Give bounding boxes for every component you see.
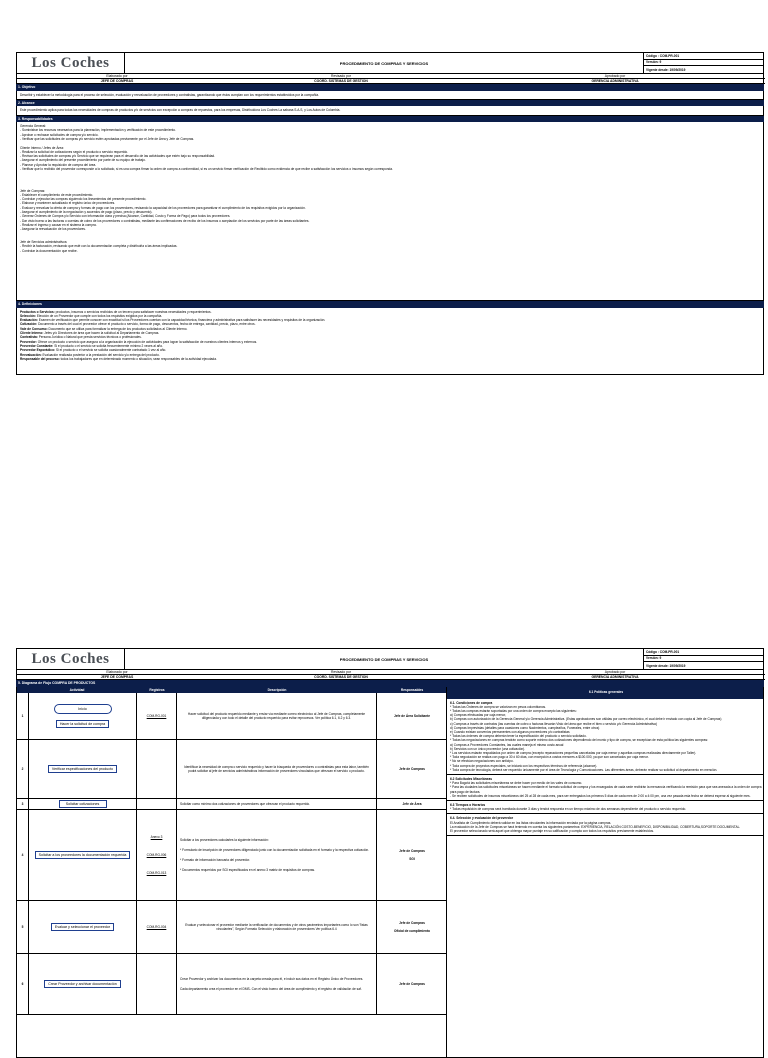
definition-term: Contratista:	[20, 335, 38, 340]
responsible-cell	[377, 954, 447, 1014]
col-activity: Actividad	[69, 687, 85, 692]
process-box: Solicitar a los proveedores la documentación requerida	[35, 851, 131, 859]
responsibility-line: - Dar visto bueno a las facturas o cuentas de cobro de los proveedores o contratistas, mediante las confirmaciones de recibo de los insumos o aceptación de los servicios por parte de las áreas solicitantes.	[20, 218, 310, 223]
policy-line: * Todas las negociaciones en compras tendrán como soporte mínimo dos cotizaciones dependiendo del monto y tipo de compra, se exceptúan de esta política las siguientes compras:	[450, 738, 708, 743]
step-number: 5	[17, 901, 29, 953]
responsibility-line: - Aprobar o rechazar solicitudes de compra y/o servicio.	[20, 132, 99, 137]
responsibility-line: - Suministrar los recursos necesarios para la planeación, implementación y verificación de este procedimiento.	[20, 128, 176, 133]
start-terminal: Inicio	[54, 704, 112, 714]
responsibility-line: - Recibir la facturación, revisando que esté con la documentación completa y distribuirla a las áreas implicadas.	[20, 244, 178, 249]
definition-text: Documento a través del cual el proveedor ofrece el producto o servicio, forma de pago, descuentos, fecha de entrega, cantidad, precio, plazo, entre otros.	[37, 322, 256, 327]
description-text: Identificar la necesidad de compra o servicio requerido y hacer la búsqueda de proveedores o contratistas para esta labor, también podrá solicitar al jefe de servicios administrativos información de proveedores vinculados que ofrezcan el servicio o producto.	[184, 764, 369, 773]
responsibility-line: - Elaborar y mantener actualizado el registro único de proveedores.	[20, 201, 116, 206]
document-meta	[643, 649, 763, 669]
step-number: 4	[17, 810, 29, 900]
responsible-name: Jefe de Área Solicitante	[394, 713, 430, 718]
activity-cell	[29, 740, 137, 798]
definition-term: Cotización:	[20, 322, 38, 327]
elaborated-label: Elaborado por	[17, 74, 217, 79]
col-description: Descripción	[267, 687, 287, 692]
step-number: 1	[17, 693, 29, 739]
description-cell	[177, 901, 377, 953]
process-box: Verificar especificaciones del producto	[48, 765, 117, 773]
description-text: Cada departamento crea el proveedor en el DMS- Con el visto bueno del área de cumplimiento y el registro de validación de saf.	[180, 986, 362, 991]
reviewed-label: Revisado por	[217, 74, 465, 79]
policy-line: * Para Bogotá las solicitudes misceláneas se debe hacer por medio de los vales de consumo.	[450, 781, 583, 786]
section-heading-flowchart: 5. Diagrama de Flujo COMPRA DE PRODUCTOS	[16, 680, 764, 687]
responsible-cell	[377, 810, 447, 900]
definition-text: Ofrece un producto o servicio que asegura a la organización la ejecución de actividades para lograr la satisfacción de nuestros clientes internos y externos.	[36, 339, 258, 344]
document-code: Código : COM-PR-001	[644, 53, 763, 60]
definition-text: Si el producto o el servicio se solicita frecuentemente mínimo 2 veces al año.	[53, 343, 163, 348]
table-row	[17, 901, 446, 954]
policy-line: * Todas las órdenes de compra deberán tener la especificación del producto o servicio solicitado.	[450, 734, 587, 739]
responsible-cell	[377, 740, 447, 798]
records-cell	[137, 901, 177, 953]
record-code: COM-RG-013	[146, 870, 167, 875]
policy-title: 6.2 Solicitudes Misceláneas	[450, 776, 492, 781]
table-row	[17, 799, 446, 810]
definition-text: Evaluación realizada posterior a la prestación del servicio y/o entrega del producto.	[41, 352, 160, 357]
definition-text: Documento que se utiliza para formalizar la entrega de los productos solicitados al Cliente Interno.	[47, 326, 188, 331]
policy-line: c) Compras a través de contratos (las cuentas de cobro o facturas llevarán Visto del área que recibe el bien o servicio y/o Gerencia Administrativa)	[450, 721, 657, 726]
section-heading-objective: 1. Objetivo	[16, 84, 764, 91]
document-meta	[643, 53, 763, 73]
document-validity: Vigente desde: 19/09/2019	[646, 67, 686, 72]
signature-block	[16, 670, 764, 680]
company-logo: Los Coches	[17, 649, 125, 669]
policy-title: 6.1. Condiciones de compra	[450, 700, 493, 705]
policy-section	[447, 775, 764, 801]
records-cell	[137, 799, 177, 809]
policy-line: d) Compras Imprevistas (detalles para ocasiones como Nacimientos, cumpleaños, Funerales, entre otros)	[450, 725, 600, 730]
document-code: Código : COM-PR-001	[644, 649, 763, 656]
policy-line: b) Compras con autorización de la Gerencia General y/o Gerencia Administrativa. (Estas aprobaciones son válidas por correo electrónico, el cual debe ir enviado con copia al Jefe de Compras)	[450, 717, 722, 722]
step-number: 6	[17, 954, 29, 1014]
table-row	[17, 693, 446, 740]
col-responsible: Responsables	[400, 687, 424, 692]
policy-line: * No se efectúan negociaciones con anticipo.	[450, 759, 514, 764]
records-cell	[137, 954, 177, 1014]
section-heading-scope: 2. Alcance	[16, 100, 764, 107]
responsible-cell	[377, 693, 447, 739]
responsible-name: Jefe de Compras	[399, 766, 425, 771]
description-text: Evaluar y seleccionar el proveedor mediante la verificación de documentos y de otros parámetros importantes como lo son "listas vinculantes", Según Formato Selección y elaboración de proveedores Ver política 6.4	[185, 922, 368, 931]
elaborated-by: JEFE DE COMPRAS	[17, 675, 217, 680]
activity-cell	[29, 693, 137, 739]
document-page-1	[16, 52, 764, 375]
activity-cell	[29, 954, 137, 1014]
signature-block	[16, 74, 764, 84]
document-page-2	[16, 648, 764, 1058]
policy-line: * Toda compra de tecnología, deberá ser requerido únicamente por el área de Tecnología y Comunicaciones. Las diferentes áreas, deberán realizar su solicitud al departamento en mención.	[450, 767, 718, 772]
responsible-name: Jefe de Compras	[399, 981, 425, 986]
description-cell	[177, 799, 377, 809]
policy-section	[447, 699, 764, 775]
responsibility-line: Gerencia General:	[20, 124, 47, 129]
responsibility-line: - Realizar el ingreso y causar en el sistema la compra.	[20, 222, 97, 227]
document-title: PROCEDIMIENTO DE COMPRAS Y SERVICIOS	[339, 656, 429, 662]
policy-line: a) Compras a Proveedores Constantes, las cuales maneja el mismo costo anual	[450, 742, 564, 747]
records-cell	[137, 693, 177, 739]
section-heading-responsibilities: 3. Responsabilidades	[16, 116, 764, 123]
policies-heading: 6.1 Políticas generales	[447, 687, 764, 699]
record-code: COM-RG-004	[146, 924, 167, 929]
responsibility-line: - Verificar que las solicitudes de compras y/o servicio estén aprobadas previamente por el Jefe de Área y Jefe de Compras.	[20, 136, 195, 141]
page-header	[16, 52, 764, 74]
policy-line: * Todas las compras estarán soportadas por una orden de compra excepto las siguientes:	[450, 708, 577, 713]
process-box: Hacer la solicitud de compra	[56, 720, 109, 728]
policies-column	[447, 687, 764, 1057]
flow-rows	[17, 693, 446, 1015]
definition-text: Elección de un Proveedor que cumple con todos los requisitos exigidos por la compañía.	[35, 313, 163, 318]
definition-text: todos los trabajadores que en determinado momento o situación, sean responsables de la actividad ejecutada.	[59, 356, 217, 361]
step-number: 2	[17, 740, 29, 798]
document-title: PROCEDIMIENTO DE COMPRAS Y SERVICIOS	[339, 60, 429, 66]
definition-term: Responsable del proceso:	[20, 356, 60, 361]
definition-term: Selección:	[20, 313, 36, 318]
responsible-name: Jefe de Compras	[399, 848, 425, 853]
reviewed-by: COORD. SISTEMAS DE GESTION	[217, 79, 465, 84]
definition-term: Cliente Interno:	[20, 331, 44, 336]
responsibility-line: - Revisar las solicitudes de compras y/o Servicio que se requieran para el desarrollo de las actividades que estén bajo su responsabilidad.	[20, 154, 216, 159]
responsibility-line: Jefe de Servicios administrativos:	[20, 240, 68, 245]
policy-line: * Toda negociación se realiza con pago a 30 ó 60 días, con excepción a costos menores a $100.000, ya que son cancelados por caja menor.	[450, 755, 649, 760]
description-text: * Documentos requeridos por SGI especificados en el anexo 3 matriz de requisitos de compras.	[180, 867, 316, 872]
definition-text: Jefes y/o Directores de área que hacen la solicitud al Departamento de Compras.	[43, 331, 160, 336]
policy-line: El Analista de Cumplimiento deberá validar en las listas vinculantes la información enviada por la página compras.	[450, 820, 612, 825]
policy-line: - Se reciben solicitudes de insumos misceláneos del 25 al 28 de cada mes, para ser entregados los primeros 5 días de cada mes de 2:00 a 4:00 pm, una vez pasada esta fecha se deberá esperar al siguiente mes.	[450, 793, 751, 798]
reviewed-by: COORD. SISTEMAS DE GESTION	[217, 675, 465, 680]
description-cell	[177, 954, 377, 1014]
description-cell	[177, 693, 377, 739]
responsibility-line: - Realizar la solicitud de cotizaciones según el producto o servicio requerido.	[20, 149, 129, 154]
col-records: Registros	[149, 687, 165, 692]
description-text: Crear Proveedor y archivar los documentos en la carpeta creada para él, e incluir sus datos en el Registro Único de Proveedores.	[180, 976, 364, 981]
document-validity: Vigente desde: 19/09/2019	[646, 663, 686, 668]
policy-line: * Para las ciudades las solicitudes misceláneas se hacen mediante el formato solicitud de compra y los encargados de cada sede recibirán la mercancía verificando la remisión para que sea anexada a la orden de compra para pago de factura.	[450, 785, 762, 794]
policy-section	[447, 801, 764, 814]
record-code: COM-RG-006	[146, 852, 167, 857]
records-cell	[137, 740, 177, 798]
record-code: COM-RG-001	[146, 713, 167, 718]
responsibility-line: - Establecer el cumplimiento de este procedimiento.	[20, 192, 94, 197]
elaborated-label: Elaborado por	[17, 670, 217, 675]
description-text: * Formulario de inscripción de proveedores diligenciado junto con la documentación solicitada en el formato y la respectiva cotización.	[180, 847, 370, 852]
policy-line: * Todas las Órdenes de compra se valorizan en pesos colombianos.	[450, 704, 546, 709]
policy-line: a) Compras efectuadas por caja menor,	[450, 713, 506, 718]
definition-term: Vale de Consumo:	[20, 326, 48, 331]
document-version: Versión: 9	[644, 656, 763, 663]
policy-title: 6.3 Tiempos o Horarios	[450, 802, 486, 807]
description-cell	[177, 740, 377, 798]
definition-item	[20, 357, 760, 361]
definition-term: Proveedor Esporádico:	[20, 348, 56, 353]
step-number: 3	[17, 799, 29, 809]
reviewed-label: Revisado por	[217, 670, 465, 675]
table-row	[17, 954, 446, 1015]
policy-line: * Todas requisición de compras será tramitada durante 3 días y tendrá respuesta en un tiempo máximo de dos semanas dependiente del producto o servicio requerido.	[450, 807, 687, 812]
definition-term: Reevaluación:	[20, 352, 42, 357]
process-box: Crear Proveedor y archivar documentación	[44, 980, 121, 988]
responsible-name: Jefe de Compras	[399, 920, 425, 925]
responsibility-line: - Controlar y ejecutar las compras siguiendo los lineamientos del presente procedimiento.	[20, 197, 147, 202]
records-cell	[137, 810, 177, 900]
elaborated-by: JEFE DE COMPRAS	[17, 79, 217, 84]
description-text: * Formato de información bancaria del proveedor.	[180, 857, 250, 862]
approved-by: GERENCIA ADMINISTRATIVA	[465, 79, 765, 84]
activity-cell	[29, 799, 137, 809]
procedure-table	[16, 687, 764, 1058]
responsibility-line: - Asegurar el cumplimiento del presente procedimiento por parte de su equipo de trabajo.	[20, 158, 146, 163]
description-text: Solicitar a los proveedores calcularles la siguiente información:	[180, 837, 269, 842]
policy-title: 6.4. Selección y evaluación del proveedor	[450, 816, 514, 821]
responsible-name: SGI	[409, 856, 415, 861]
process-box: Evaluar y seleccionar el proveedor	[51, 923, 114, 931]
responsibility-line: - Controlar la documentación que recibe.	[20, 248, 78, 253]
table-row	[17, 740, 446, 799]
responsible-name: Oficial de cumplimiento	[394, 928, 430, 933]
policy-sections	[447, 699, 764, 837]
responsibility-line: Jefe de Compras:	[20, 188, 46, 193]
approved-label: Aprobado por	[465, 74, 765, 79]
record-code: Anexo 3	[150, 834, 163, 839]
flowchart-column	[17, 687, 447, 1057]
description-text: Solicitar como mínimo dos cotizaciones de proveedores que ofrezcan el producto requerido.	[180, 801, 311, 806]
table-row	[17, 810, 446, 901]
definition-text: Examen de verificación que permite conocer con exactitud si los Proveedores cuentan con la capacidad técnica, financiera y administrativa para satisfacer las necesidades y requisitos de la organización.	[37, 318, 326, 323]
activity-cell	[29, 901, 137, 953]
definition-term: Proveedor:	[20, 339, 37, 344]
responsible-name: Jefe de Área	[402, 801, 422, 806]
section-heading-definitions: 4. Definiciones	[16, 301, 764, 308]
page-header	[16, 648, 764, 670]
policy-line: * Los servicios estarán respaldados por orden de compra (excepto reparaciones pequeñas canceladas por caja menor y aquellas compras realizadas directamente por Taller).	[450, 750, 697, 755]
responsibilities-text	[16, 122, 764, 301]
description-text: Hacer solicitud del producto requerido mediante y enviar vía mediante correo electrónico al Jefe de Compras, completamente diligenciada y con todo el detalle del producto requerido para evitar reprocesos. Ver política 6.1, 6.2 y 6.3.	[187, 711, 366, 720]
process-box: Solicitar cotizaciones	[59, 800, 107, 808]
scope-text: Este procedimiento aplica para todas las necesidades de compras de productos y/o de servicios con excepción a compras de repuestos, para los empresas, Distribuidora Los Coches La sabana S.A.S, y Los Autos de Colombia.	[16, 106, 764, 115]
activity-cell	[29, 810, 137, 900]
definition-text: Persona Jurídica o Natural que presta servicios técnicos o profesionales.	[37, 335, 142, 340]
objective-text: Describir y establecer la metodología para el proceso de selección, evaluación y reevaluación de proveedores y contratistas, garantizando que éstos cumplan con los requerimientos establecidos por la compañía.	[16, 91, 764, 100]
policy-line: b) Servicios con un único proveedor (una cotización).	[450, 746, 526, 751]
definition-text: productos, insumos o servicios recibidos de un tercero para satisfacer nuestras necesidades y requerimientos.	[54, 309, 212, 314]
responsibility-line: - Asegurar la reevaluación de los proveedores.	[20, 227, 86, 232]
responsibility-line: - Asegurar el cumplimiento de la negociación y acuerdos de pago (plazo, precio y descuento).	[20, 210, 153, 215]
responsibility-line: Cliente Interno / Jefes de Área:	[20, 145, 64, 150]
definition-term: Productos o Servicios:	[20, 309, 55, 314]
company-logo: Los Coches	[17, 53, 125, 73]
definitions-list	[16, 308, 764, 375]
responsibility-line: - Planear y Aprobar la requisición de compra del área.	[20, 162, 97, 167]
document-version: Versión: 9	[644, 60, 763, 67]
responsible-cell	[377, 901, 447, 953]
definition-term: Proveedor Constante:	[20, 343, 54, 348]
policy-section	[447, 814, 764, 836]
policy-line: La evaluación de la Jefe de Compras se hará teniendo en cuenta los siguientes parámetros: EXPERIENCIA, RELACIÓN COSTO-BENEFICIO, DISPONIBILIDAD, COBERTURA,SOPORTE DOCUMENTAL.	[450, 824, 741, 829]
responsible-cell	[377, 799, 447, 809]
responsibility-line: - Generar Órdenes de Compra y/o Servicio con información clara y precisa (Alcance, Cantidad, Costo y Forma de Pago) para todos los proveedores.	[20, 214, 231, 219]
policy-line: e) Cuando existan convenios permanentes con algunos proveedores y/o contratistas	[450, 729, 570, 734]
approved-label: Aprobado por	[465, 670, 765, 675]
definition-term: Evaluación:	[20, 318, 38, 323]
description-cell	[177, 810, 377, 900]
responsibility-line: - Verificar que lo recibido del proveedor corresponde a lo solicitado, si es una compra firmar la orden de compra a conformidad, si es un servicio firmar verificación de Recibido como evidencia de que recibe a satisfacción los servicios o insumos según corresponda.	[20, 167, 393, 172]
responsibility-line: - Evaluar y reevaluar la oferta de compra y formas de pago con los proveedores, revisando la capacidad de los proveedores para garantizar el cumplimiento de los requisitos exigidos por la organización.	[20, 205, 306, 210]
approved-by: GERENCIA ADMINISTRATIVA	[465, 675, 765, 680]
policy-line: El proveedor seleccionado será aquel que obtenga mayor puntaje en su calificación y cumpla con todos los requisitos previamente establecidos.	[450, 828, 654, 833]
policy-line: * Toda compra de proyectos especiales, se iniciará con los respectivos términos de referencia (alcance).	[450, 763, 598, 768]
definition-text: Si el producto o el servicio se solicita ocasionalmente contratado 1 vez al año.	[55, 348, 167, 353]
